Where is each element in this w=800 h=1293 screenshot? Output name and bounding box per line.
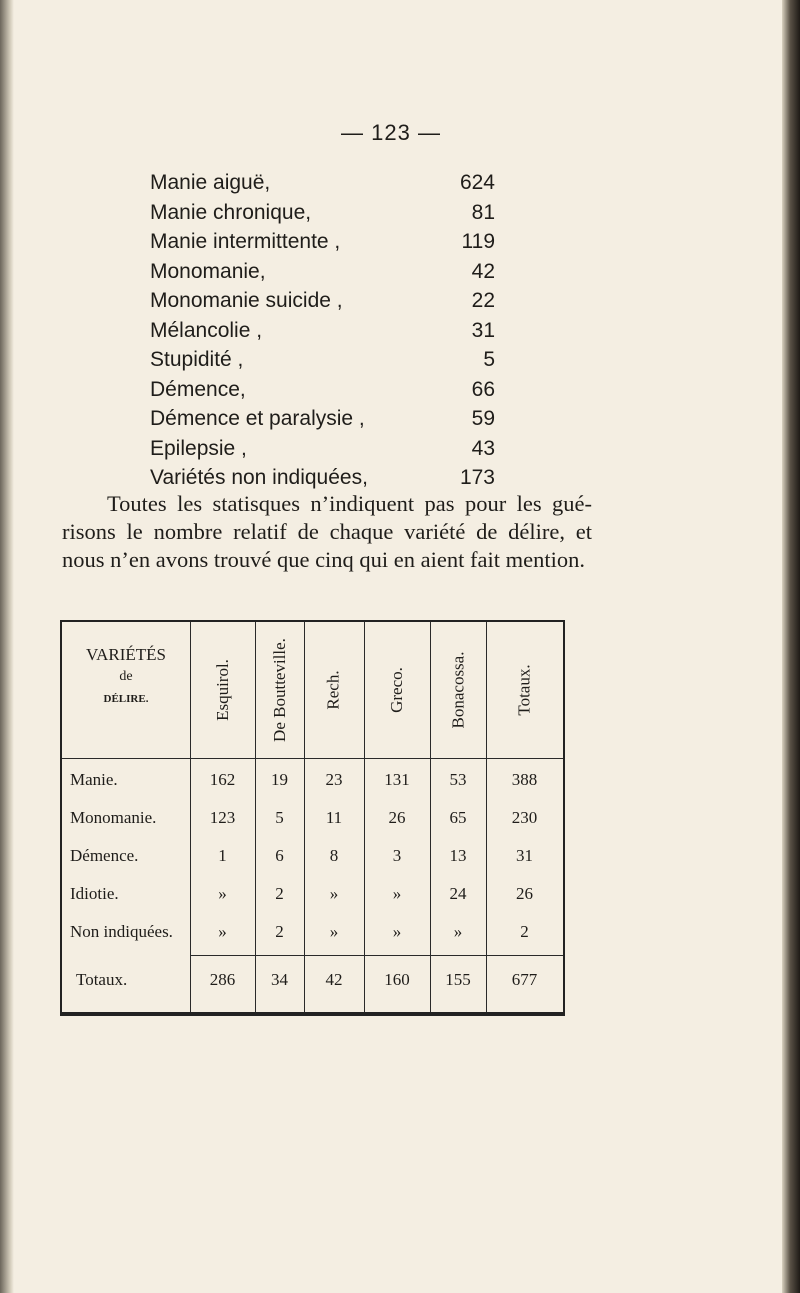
- table-cell: »: [329, 884, 339, 903]
- column-header: [304, 626, 364, 754]
- table-cell: 26: [388, 808, 406, 827]
- table-cell: 31: [516, 846, 533, 865]
- list-value: 119: [461, 230, 495, 253]
- table-cell: 388: [511, 770, 538, 789]
- column-header-label: Totaux.: [514, 664, 534, 716]
- column-header: [190, 626, 255, 754]
- table-cell: 19: [271, 770, 288, 789]
- header-line: VARIÉTÉS: [86, 645, 166, 664]
- row-label: Monomanie.: [70, 808, 157, 827]
- list-item: [150, 434, 495, 464]
- list-label: Manie aiguë,: [150, 171, 271, 194]
- column-header-label: Esquirol.: [212, 659, 232, 721]
- table-cell: 2: [275, 922, 284, 941]
- row-label: Idiotie.: [70, 884, 119, 903]
- totals-cell: 286: [209, 970, 236, 989]
- table-cell: »: [392, 922, 402, 941]
- list-item: [150, 345, 495, 375]
- list-item: [150, 257, 495, 287]
- row-label: Démence.: [70, 846, 139, 865]
- table-cell: 26: [516, 884, 533, 903]
- column-header: [364, 626, 430, 754]
- page-binding-edge: [782, 0, 800, 1293]
- paragraph-text: Toutes les statisques n’indiquent pas pour les gué-risons le nombre relatif de chaque variété de délire, et nous n’en avons trouvé que cinq qui en aient fait mention.: [62, 491, 592, 572]
- table-cell: »: [329, 922, 339, 941]
- row-label: Non indiquées.: [70, 922, 173, 941]
- table-cell: »: [218, 884, 227, 903]
- list-item: [150, 168, 495, 198]
- table-cell: 2: [520, 922, 529, 941]
- list-item: [150, 375, 495, 405]
- list-label: Variétés non indiquées,: [150, 466, 368, 489]
- table-cell: 23: [325, 770, 343, 789]
- table-cell: 230: [511, 808, 538, 827]
- column-header-label: Bonacossa.: [448, 651, 467, 729]
- header-line: DÉLIRE.: [103, 693, 149, 705]
- list-item: [150, 286, 495, 316]
- table-cell: »: [453, 922, 463, 941]
- list-label: Mélancolie ,: [150, 318, 263, 342]
- list-value: 31: [471, 318, 495, 342]
- table-cell: 1: [218, 846, 227, 865]
- list-label: Monomanie,: [150, 259, 266, 283]
- list-item: [150, 198, 495, 228]
- table-cell: 5: [275, 808, 284, 827]
- list-item: [150, 227, 495, 257]
- list-value: 81: [471, 200, 495, 224]
- totals-cell: 34: [271, 970, 288, 989]
- list-label: Stupidité ,: [150, 348, 244, 371]
- totals-cell: 155: [445, 970, 471, 989]
- header-rule: [62, 758, 563, 759]
- list-label: Epilepsie ,: [150, 436, 247, 460]
- body-paragraph: [62, 490, 592, 574]
- list-value: 66: [471, 377, 495, 401]
- list-value: 173: [459, 466, 495, 489]
- header-varietes: [62, 644, 190, 710]
- table-cell: 3: [392, 846, 402, 865]
- header-line: de: [119, 669, 133, 684]
- table-cell: 11: [325, 808, 343, 827]
- list-value: 5: [483, 348, 495, 371]
- page-number-header: — 123 —: [341, 120, 441, 145]
- table-cell: 53: [449, 770, 467, 789]
- variety-list: [150, 168, 495, 493]
- list-item: [150, 316, 495, 346]
- list-value: 42: [471, 259, 495, 283]
- list-value: 59: [471, 407, 495, 430]
- column-header-label: Greco.: [387, 667, 406, 713]
- column-header-label: De Boutteville.: [269, 638, 289, 742]
- table-cell: 162: [209, 770, 236, 789]
- column-header: [430, 626, 486, 754]
- table-cell: 24: [449, 884, 467, 903]
- list-item: [150, 463, 495, 493]
- row-label: Manie.: [70, 770, 118, 789]
- totals-cell: 677: [511, 970, 538, 989]
- table-cell: 13: [449, 846, 467, 865]
- table-cell: 123: [209, 808, 236, 827]
- table-cell: 8: [329, 846, 339, 865]
- table-cell: 131: [384, 770, 410, 789]
- list-item: [150, 404, 495, 434]
- totals-cell: 42: [325, 970, 343, 989]
- list-value: 22: [471, 289, 495, 312]
- list-label: Démence et paralysie ,: [150, 407, 365, 430]
- table-cell: »: [392, 884, 402, 903]
- list-label: Monomanie suicide ,: [150, 289, 343, 312]
- statistics-table: [60, 620, 565, 1016]
- table-cell: 65: [449, 808, 467, 827]
- list-value: 624: [459, 171, 495, 194]
- table-cell: »: [218, 922, 227, 941]
- column-header: [255, 626, 304, 754]
- totals-cell: 160: [384, 970, 410, 989]
- list-label: Manie intermittente ,: [150, 230, 341, 253]
- list-value: 43: [471, 436, 495, 460]
- column-header: [486, 626, 563, 754]
- list-label: Démence,: [150, 377, 246, 401]
- totals-label: Totaux.: [76, 970, 128, 989]
- table-cell: 6: [275, 846, 284, 865]
- column-header-label: Rech.: [324, 670, 343, 710]
- page-left-edge: [0, 0, 14, 1293]
- totals-rule: [190, 955, 563, 956]
- list-label: Manie chronique,: [150, 200, 312, 224]
- table-cell: 2: [275, 884, 284, 903]
